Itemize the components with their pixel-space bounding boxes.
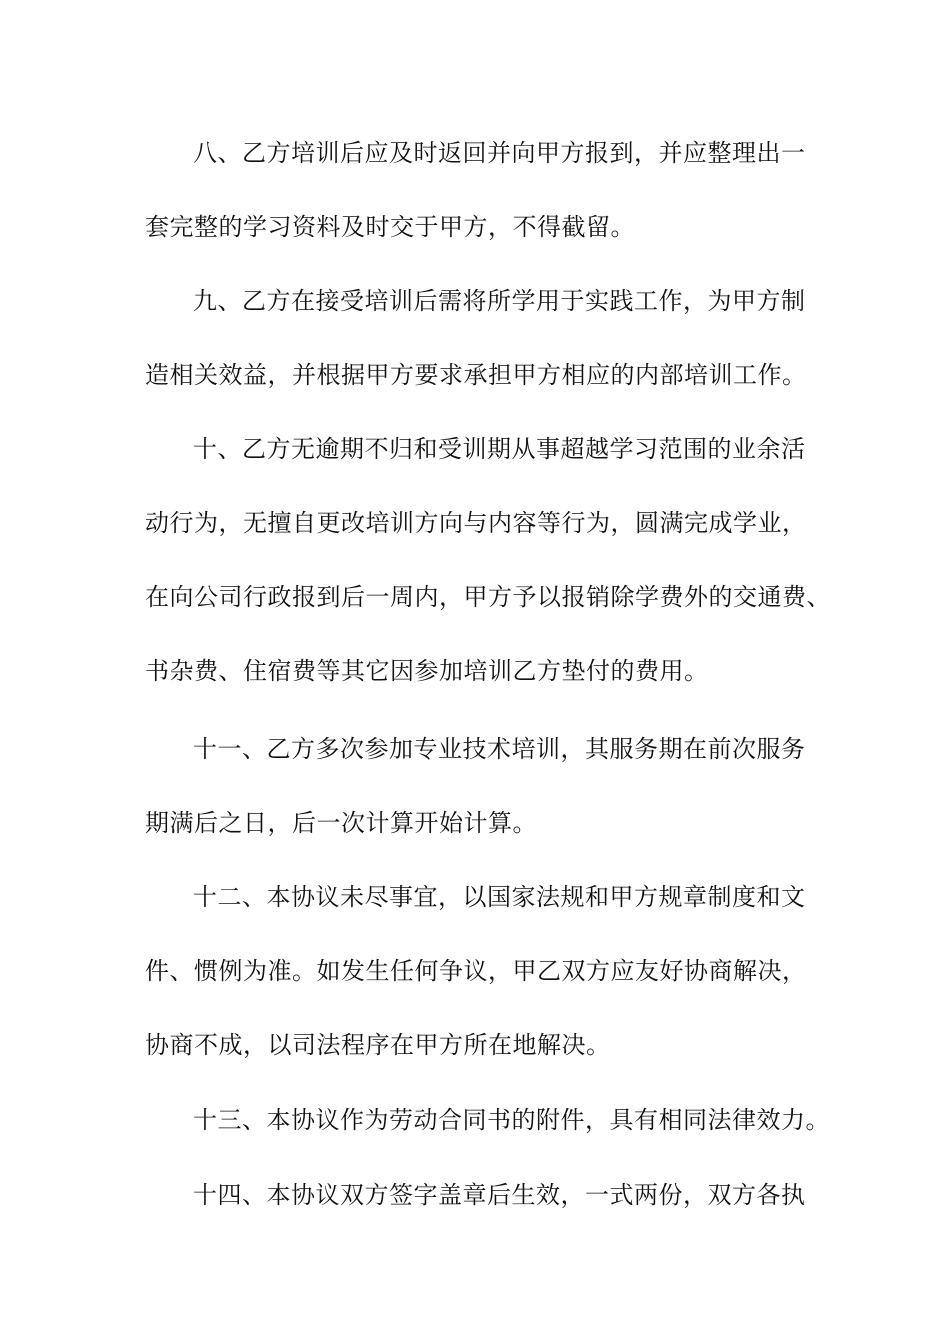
clause-11-line-1: 十一、乙方多次参加专业技术培训，其服务期在前次服务 xyxy=(193,735,806,763)
clause-12-line-1: 十二、本协议未尽事宜，以国家法规和甲方规章制度和文 xyxy=(193,883,806,911)
clause-13-line-1: 十三、本协议作为劳动合同书的附件，具有相同法律效力。 xyxy=(193,1106,830,1134)
clause-12-line-3: 协商不成，以司法程序在甲方所在地解决。 xyxy=(145,1031,611,1059)
clause-10-line-3: 在向公司行政报到后一周内，甲方予以报销除学费外的交通费、 xyxy=(145,583,831,611)
clause-10-line-4: 书杂费、住宿费等其它因参加培训乙方垫付的费用。 xyxy=(145,657,709,685)
clause-12-line-2: 件、惯例为准。如发生任何争议，甲乙双方应友好协商解决， xyxy=(145,957,807,985)
clause-8-line-1: 八、乙方培训后应及时返回并向甲方报到，并应整理出一 xyxy=(193,139,806,167)
clause-9-line-1: 九、乙方在接受培训后需将所学用于实践工作，为甲方制 xyxy=(193,287,806,315)
clause-9-line-2: 造相关效益，并根据甲方要求承担甲方相应的内部培训工作。 xyxy=(145,361,807,389)
clause-11-line-2: 期满后之日，后一次计算开始计算。 xyxy=(145,809,537,837)
clause-10-line-1: 十、乙方无逾期不归和受训期从事超越学习范围的业余活 xyxy=(193,435,806,463)
clause-14-line-1: 十四、本协议双方签字盖章后生效，一式两份，双方各执 xyxy=(193,1181,806,1209)
clause-8-line-2: 套完整的学习资料及时交于甲方，不得截留。 xyxy=(145,213,635,241)
clause-10-line-2: 动行为，无擅自更改培训方向与内容等行为，圆满完成学业， xyxy=(145,509,807,537)
